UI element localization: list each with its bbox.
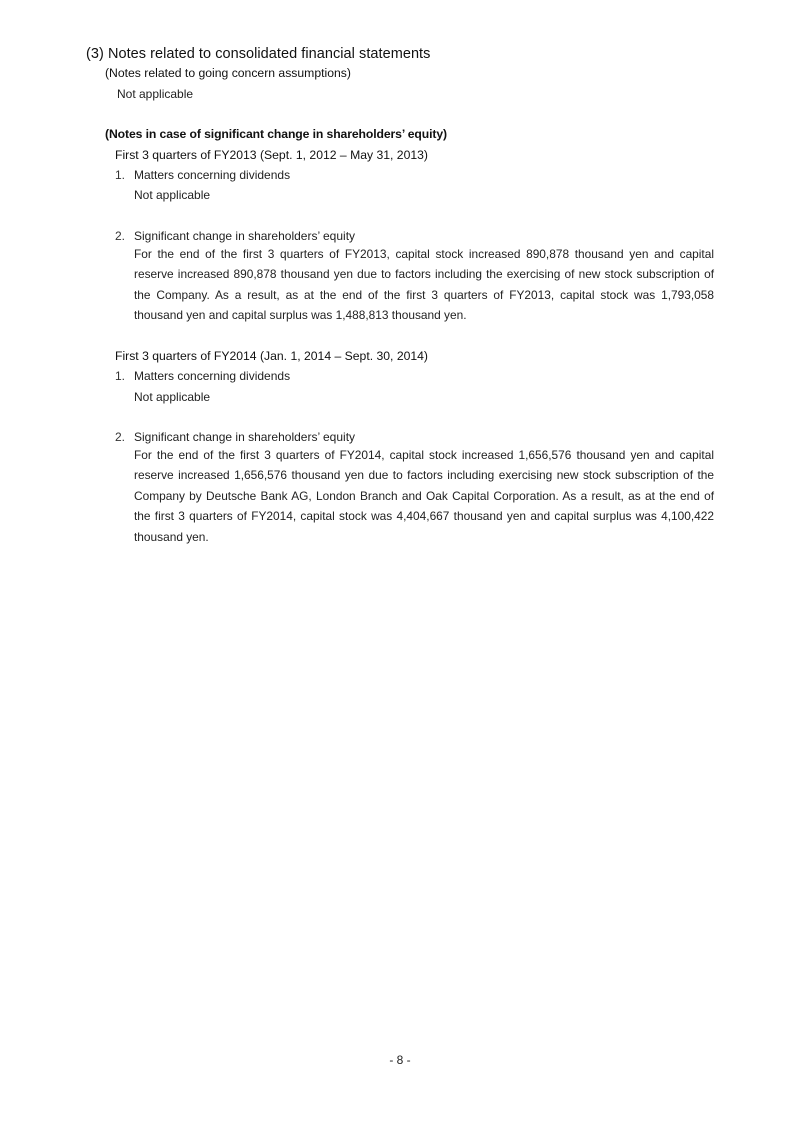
section-title: (3) Notes related to consolidated financial statements bbox=[86, 46, 431, 62]
item-number: 2. bbox=[115, 430, 126, 444]
period-title-fy2013: First 3 quarters of FY2013 (Sept. 1, 2012 – May 31, 2013) bbox=[115, 148, 428, 162]
item-label-equity-change: Significant change in shareholders’ equity bbox=[134, 229, 356, 243]
paragraph-line: thousand yen. bbox=[134, 529, 209, 544]
page-number: - 8 - bbox=[389, 1053, 411, 1067]
paragraph-line: reserve increased 1,656,576 thousand yen due to factors including exercising new stock subscription of the bbox=[134, 468, 714, 483]
item-text-dividends: Not applicable bbox=[134, 390, 211, 404]
item-number: 1. bbox=[115, 369, 126, 383]
going-concern-heading: (Notes related to going concern assumptions) bbox=[105, 66, 351, 80]
item-number: 1. bbox=[115, 168, 126, 182]
item-text-dividends: Not applicable bbox=[134, 188, 211, 202]
going-concern-text: Not applicable bbox=[117, 87, 194, 101]
equity-change-paragraph-fy2013 bbox=[134, 244, 714, 326]
paragraph-line: Company by Deutsche Bank AG, London Branch and Oak Capital Corporation. As a result, as at the end of bbox=[134, 488, 714, 503]
equity-change-paragraph-fy2014 bbox=[134, 445, 714, 547]
paragraph-line: the Company. As a result, as at the end of the first 3 quarters of FY2013, capital stock was 1,793,058 bbox=[134, 287, 714, 302]
item-label-dividends: Matters concerning dividends bbox=[134, 369, 291, 383]
item-label-dividends: Matters concerning dividends bbox=[134, 168, 291, 182]
item-label-equity-change: Significant change in shareholders’ equity bbox=[134, 430, 356, 444]
period-title-fy2014: First 3 quarters of FY2014 (Jan. 1, 2014 – Sept. 30, 2014) bbox=[115, 349, 428, 363]
paragraph-line: For the end of the first 3 quarters of FY2014, capital stock increased 1,656,576 thousand yen and capital bbox=[134, 448, 714, 462]
paragraph-line: reserve increased 890,878 thousand yen due to factors including the exercising of new stock subscription of bbox=[134, 267, 714, 282]
item-number: 2. bbox=[115, 229, 126, 243]
paragraph-line: thousand yen and capital surplus was 1,488,813 thousand yen. bbox=[134, 308, 467, 323]
paragraph-line: For the end of the first 3 quarters of FY2013, capital stock increased 890,878 thousand yen and capital bbox=[134, 247, 714, 261]
paragraph-line: the first 3 quarters of FY2014, capital stock was 4,404,667 thousand yen and capital surplus was 4,100,422 bbox=[134, 509, 714, 524]
equity-notes-heading: (Notes in case of significant change in shareholders’ equity) bbox=[105, 127, 447, 141]
